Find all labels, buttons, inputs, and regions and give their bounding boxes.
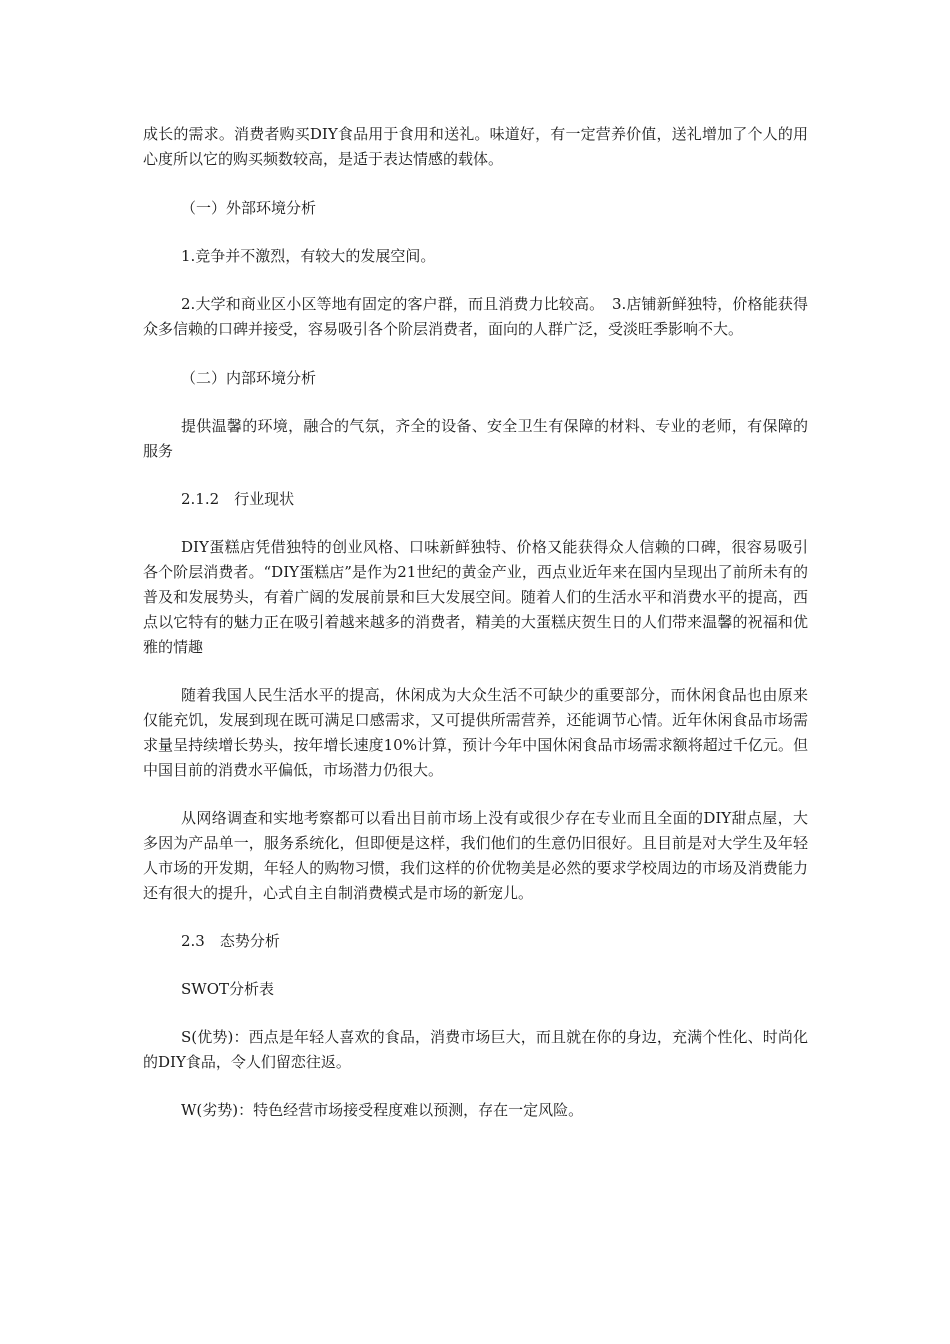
paragraph-leisure-food-market: 随着我国人民生活水平的提高，休闲成为大众生活不可缺少的重要部分，而休闲食品也由原来仅能充饥，发展到现在既可满足口感需求，又可提供所需营养，还能调节心情。近年休闲食品市场需求量呈持续增长势头，按年增长速度10%计算，预计今年中国休闲食品市场需求额将超过千亿元。但中国目前的消费水平偏低，市场潜力仍很大。 bbox=[143, 686, 808, 779]
heading-external-environment: （一）外部环境分析 bbox=[181, 199, 317, 217]
paragraph-internal-environment: 提供温馨的环境，融合的气氛，齐全的设备、安全卫生有保障的材料、专业的老师，有保障的服务 bbox=[143, 417, 808, 460]
paragraph-swot-strengths: S(优势)：西点是年轻人喜欢的食品，消费市场巨大，而且就在你的身边，充满个性化、时尚化的DIY食品，令人们留恋往返。 bbox=[143, 1028, 808, 1071]
heading-situation-analysis: 2.3 态势分析 bbox=[181, 932, 280, 950]
heading-swot-table: SWOT分析表 bbox=[181, 980, 274, 998]
document-page bbox=[143, 122, 808, 1123]
paragraph-intro-continuation: 成长的需求。消费者购买DIY食品用于食用和送礼。味道好，有一定营养价值，送礼增加了个人的用心度所以它的购买频数较高，是适于表达情感的载体。 bbox=[143, 125, 808, 168]
paragraph-external-points-2-3: 2.大学和商业区小区等地有固定的客户群，而且消费力比较高。 3.店铺新鲜独特，价格能获得众多信赖的口碑并接受，容易吸引各个阶层消费者，面向的人群广泛，受淡旺季影响不大。 bbox=[143, 295, 808, 338]
paragraph-industry-status: DIY蛋糕店凭借独特的创业风格、口味新鲜独特、价格又能获得众人信赖的口碑，很容易吸引各个阶层消费者。“DIY蛋糕店”是作为21世纪的黄金产业，西点业近年来在国内呈现出了前所未有的普及和发展势头，有着广阔的发展前景和巨大发展空间。随着人们的生活水平和消费水平的提高，西点以它特有的魅力正在吸引着越来越多的消费者，精美的大蛋糕庆贺生日的人们带来温馨的祝福和优雅的情趣 bbox=[143, 538, 808, 656]
paragraph-external-point-1: 1.竞争并不激烈，有较大的发展空间。 bbox=[181, 247, 436, 265]
heading-industry-status: 2.1.2 行业现状 bbox=[181, 490, 295, 508]
heading-internal-environment: （二）内部环境分析 bbox=[181, 369, 317, 387]
paragraph-swot-weaknesses: W(劣势)：特色经营市场接受程度难以预测，存在一定风险。 bbox=[181, 1101, 584, 1119]
paragraph-market-survey: 从网络调查和实地考察都可以看出目前市场上没有或很少存在专业而且全面的DIY甜点屋，大多因为产品单一，服务系统化，但即便是这样，我们他们的生意仍旧很好。且目前是对大学生及年轻人市场的开发期，年轻人的购物习惯，我们这样的价优物美是必然的要求学校周边的市场及消费能力还有很大的提升，心式自主自制消费模式是市场的新宠儿。 bbox=[143, 809, 808, 902]
